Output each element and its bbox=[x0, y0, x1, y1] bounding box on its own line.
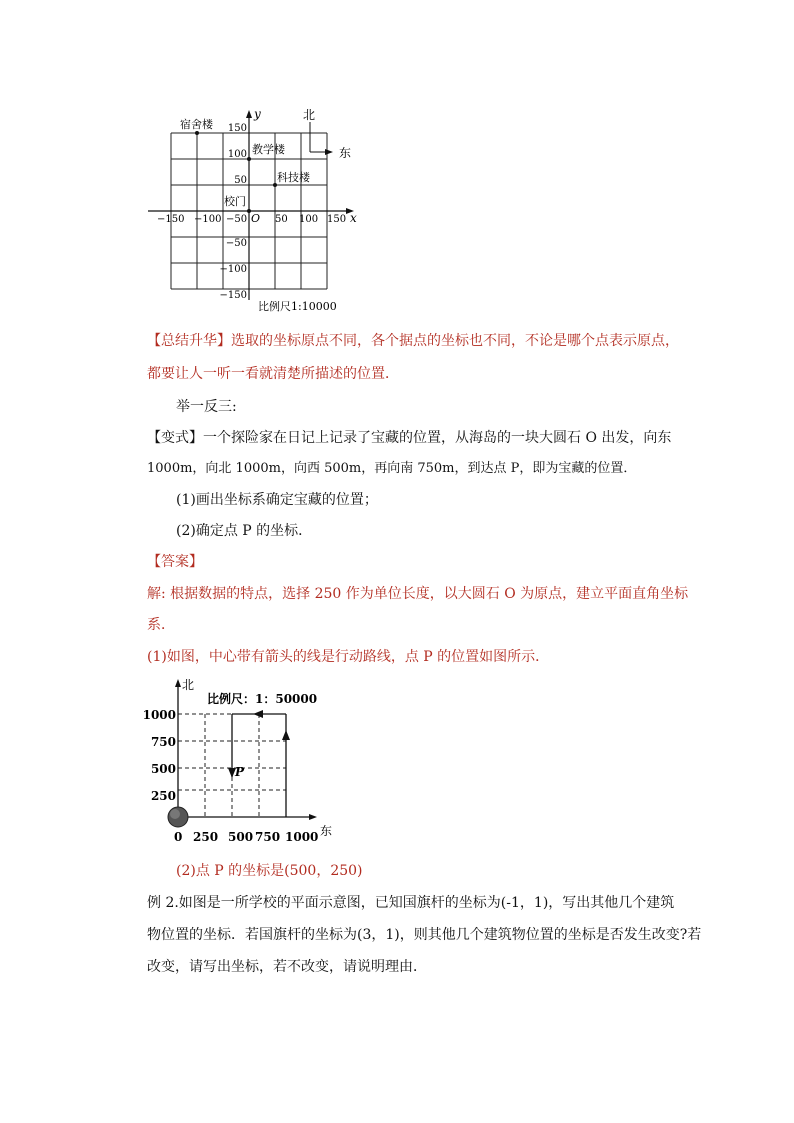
point-p-label: P bbox=[235, 765, 245, 779]
tech-label: 科技楼 bbox=[277, 171, 310, 184]
variant-question-1: (1)画出坐标系确定宝藏的位置； bbox=[176, 492, 378, 508]
variant-tag: 【变式】 bbox=[147, 430, 203, 446]
x-tick: 1000 bbox=[285, 830, 319, 842]
x-tick: −50 bbox=[226, 214, 248, 225]
x-tick: 500 bbox=[228, 830, 254, 842]
y-tick: 1000 bbox=[142, 708, 176, 722]
y-tick: −50 bbox=[225, 238, 247, 249]
x-tick: 150 bbox=[327, 214, 347, 225]
variant-line1: 一个探险家在日记上记录了宝藏的位置，从海岛的一块大圆石 O 出发，向东 bbox=[203, 430, 672, 446]
route-arrow-north-icon bbox=[282, 730, 290, 740]
dorm-point bbox=[195, 131, 199, 135]
dorm-label: 宿舍楼 bbox=[180, 118, 213, 131]
y-tick: −150 bbox=[219, 290, 247, 301]
variant-question-2: (2)确定点 P 的坐标． bbox=[176, 523, 313, 539]
variant-line2: 1000m，向北 1000m，向西 500m，再向南 750m，到达点 P，即为宝藏的位置． bbox=[147, 461, 637, 476]
variant-paragraph bbox=[147, 428, 671, 448]
x-axis-label: x bbox=[350, 211, 357, 225]
summary-tag: 【总结升华】 bbox=[147, 333, 231, 349]
answer-tag: 【答案】 bbox=[147, 554, 203, 570]
teaching-point bbox=[247, 157, 251, 161]
north-label: 北 bbox=[303, 108, 316, 122]
example2-line2: 物位置的坐标．若国旗杆的坐标为(3，1)，则其他几个建筑物位置的坐标是否发生改变?若 bbox=[147, 927, 702, 943]
route-arrow-west-icon bbox=[253, 710, 263, 718]
summary-line2: 都要让人一听一看就清楚所描述的位置． bbox=[147, 366, 399, 382]
treasure-route-figure bbox=[140, 672, 360, 842]
y-tick: −100 bbox=[219, 264, 247, 275]
east-label: 东 bbox=[320, 824, 333, 838]
x-tick: −100 bbox=[194, 214, 222, 225]
gate-label: 校门 bbox=[224, 195, 246, 208]
boulder-highlight bbox=[170, 809, 180, 819]
y-axis-arrow bbox=[246, 110, 252, 118]
x-tick: −150 bbox=[157, 214, 185, 225]
y-tick: 50 bbox=[234, 175, 247, 186]
answer-part2: (2)点 P 的坐标是(500，250) bbox=[176, 863, 363, 879]
summary-line1: 选取的坐标原点不同，各个据点的坐标也不同，不论是哪个点表示原点， bbox=[231, 333, 679, 349]
x-tick-labels bbox=[174, 830, 318, 842]
y-tick-labels bbox=[220, 123, 247, 301]
answer-line2: 系． bbox=[147, 617, 175, 633]
east-arrow-icon bbox=[325, 149, 333, 155]
teaching-label: 教学楼 bbox=[252, 143, 285, 156]
scale-label: 比例尺1:10000 bbox=[258, 300, 337, 313]
north-label: 北 bbox=[182, 678, 195, 692]
x-tick: 100 bbox=[299, 214, 319, 225]
answer-part1: (1)如图，中心带有箭头的线是行动路线，点 P 的位置如图所示． bbox=[147, 649, 550, 665]
east-label: 东 bbox=[339, 146, 352, 160]
y-tick: 750 bbox=[150, 735, 176, 749]
y-tick: 500 bbox=[150, 762, 176, 776]
summary-paragraph bbox=[147, 331, 679, 351]
y-tick: 100 bbox=[227, 149, 247, 160]
y-tick-labels bbox=[143, 708, 176, 803]
scale-label: 比例尺：1：50000 bbox=[207, 692, 318, 706]
y-axis-label: y bbox=[254, 107, 261, 121]
origin-label: O bbox=[251, 212, 261, 225]
north-axis-arrow bbox=[175, 679, 181, 687]
x-tick: 0 bbox=[174, 830, 183, 842]
campus-grid-figure bbox=[140, 100, 380, 320]
example2-line1: 例 2.如图是一所学校的平面示意图，已知国旗杆的坐标为(-1，1)，写出其他几个建筑 bbox=[147, 895, 675, 911]
y-tick: 150 bbox=[227, 123, 247, 134]
x-tick: 250 bbox=[193, 830, 219, 842]
y-tick: 250 bbox=[150, 789, 176, 803]
gate-point bbox=[247, 209, 251, 213]
x-tick: 750 bbox=[255, 830, 281, 842]
x-tick: 50 bbox=[275, 214, 288, 225]
example2-line3: 改变，请写出坐标，若不改变，请说明理由． bbox=[147, 959, 427, 975]
east-axis-arrow bbox=[309, 814, 317, 820]
answer-line1: 解: 根据数据的特点，选择 250 作为单位长度，以大圆石 O 为原点，建立平面直角坐标 bbox=[147, 586, 689, 602]
practice-heading: 举一反三: bbox=[176, 399, 237, 415]
